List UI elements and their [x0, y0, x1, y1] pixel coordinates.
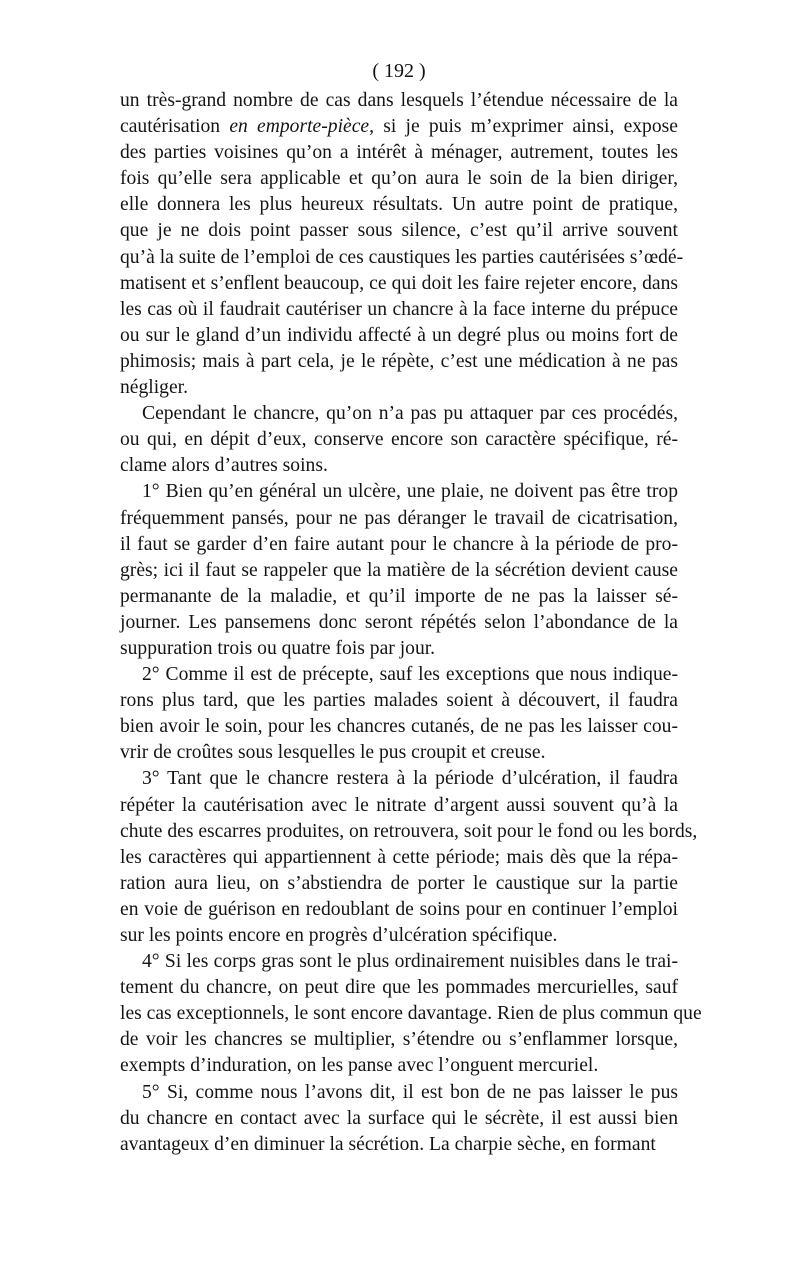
text-line: matisent et s’enflent beaucoup, ce qui doit les faire rejeter encore, dans	[120, 272, 678, 294]
text-line: 5° Si, comme nous l’avons dit, il est bon de ne pas laisser le pus	[142, 1081, 678, 1103]
text-line: un très-grand nombre de cas dans lesquels l’étendue nécessaire de la	[120, 90, 678, 111]
text-line: les cas exceptionnels, le sont encore davantage. Rien de plus commun que	[120, 1003, 702, 1025]
text-line: du chancre en contact avec la surface qui le sécrète, il est aussi bien	[120, 1107, 678, 1129]
text-line: répéter la cautérisation avec le nitrate d’argent aussi souvent qu’à la	[120, 794, 678, 816]
page-number: ( 192 )	[372, 60, 426, 82]
text-line: ou qui, en dépit d’eux, conserve encore son caractère spécifique, ré-	[120, 429, 678, 451]
text-line: suppuration trois ou quatre fois par jour.	[120, 637, 436, 659]
text-line: 4° Si les corps gras sont le plus ordinairement nuisibles dans le trai-	[142, 951, 678, 973]
text-line: 1° Bien qu’en général un ulcère, une plaie, ne doivent pas être trop	[142, 481, 678, 503]
paragraph	[120, 479, 678, 662]
text-line: fréquemment pansés, pour ne pas déranger le travail de cicatrisation,	[120, 507, 678, 529]
text-line: en voie de guérison en redoublant de soins pour en continuer l’emploi	[120, 898, 678, 920]
text-line: chute des escarres produites, on retrouvera, soit pour le fond ou les bords,	[120, 820, 698, 842]
text-line: de voir les chancres se multiplier, s’étendre ou s’enflammer lorsque,	[120, 1029, 678, 1051]
paragraph	[120, 662, 678, 766]
text-run: cautérisation	[120, 116, 230, 138]
text-line: phimosis; mais à part cela, je le répète, c’est une médication à ne pas	[120, 350, 678, 372]
text-line: ration aura lieu, on s’abstiendra de porter le caustique sur la partie	[120, 872, 678, 894]
text-line	[120, 114, 678, 140]
text-line: tement du chancre, on peut dire que les pommades mercurielles, sauf	[120, 977, 678, 999]
text-line: il faut se garder d’en faire autant pour le chancre à la période de pro-	[120, 533, 678, 555]
text-line: clame alors d’autres soins.	[120, 455, 328, 477]
paragraph	[120, 766, 698, 949]
paragraph	[120, 88, 684, 401]
text-line: vrir de croûtes sous lesquelles le pus croupit et creuse.	[120, 742, 546, 764]
text-line: des parties voisines qu’on a intérêt à ménager, autrement, toutes les	[120, 142, 678, 164]
text-line: sur les points encore en progrès d’ulcération spécifique.	[120, 925, 558, 946]
body-text	[120, 88, 702, 1158]
text-line: qu’à la suite de l’emploi de ces caustiques les parties cautérisées s’œdé-	[120, 246, 684, 268]
paragraph	[120, 1080, 678, 1158]
paragraph	[120, 401, 678, 479]
text-line: Cependant le chancre, qu’on n’a pas pu attaquer par ces procédés,	[142, 403, 678, 425]
text-line: permanante de la maladie, et qu’il importe de ne pas la laisser sé-	[120, 585, 678, 607]
text-line: négliger.	[120, 377, 189, 399]
text-line: exempts d’induration, on les panse avec l’onguent mercuriel.	[120, 1055, 599, 1077]
text-line: les cas où il faudrait cautériser un chancre à la face interne du prépuce	[120, 298, 678, 320]
text-line: rons plus tard, que les parties malades soient à découvert, il faudra	[120, 690, 678, 712]
text-run: si je puis m’exprimer ainsi, expose	[374, 116, 678, 138]
text-line: les caractères qui appartiennent à cette période; mais dès que la répa-	[120, 846, 678, 868]
book-page	[120, 58, 702, 1158]
paragraph	[120, 949, 702, 1079]
text-line: 3° Tant que le chancre restera à la période d’ulcération, il faudra	[142, 768, 678, 790]
text-line: bien avoir le soin, pour les chancres cutanés, de ne pas les laisser cou-	[120, 716, 678, 738]
italic-phrase: en emporte-pièce,	[229, 116, 374, 138]
text-line: que je ne dois point passer sous silence, c’est qu’il arrive souvent	[120, 220, 678, 242]
text-line: fois qu’elle sera applicable et qu’on aura le soin de la bien diriger,	[120, 168, 678, 190]
text-line: 2° Comme il est de précepte, sauf les exceptions que nous indique-	[142, 664, 678, 686]
text-line: journer. Les pansemens donc seront répétés selon l’abondance de la	[120, 611, 678, 633]
text-line: elle donnera les plus heureux résultats. Un autre point de pratique,	[120, 194, 678, 216]
text-line: ou sur le gland d’un individu affecté à un degré plus ou moins fort de	[120, 324, 678, 346]
text-line: grès; ici il faut se rappeler que la matière de la sécrétion devient cause	[120, 559, 678, 581]
text-line: avantageux d’en diminuer la sécrétion. La charpie sèche, en formant	[120, 1133, 656, 1155]
